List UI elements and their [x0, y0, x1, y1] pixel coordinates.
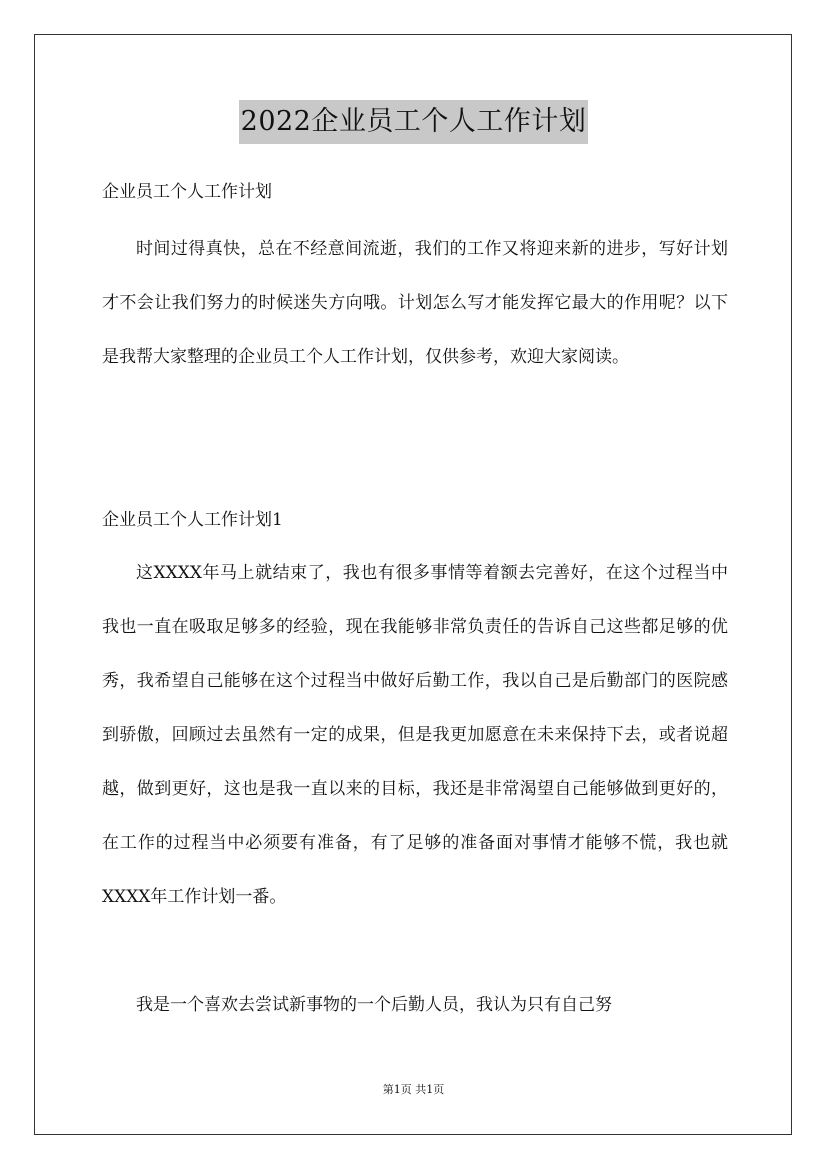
intro-paragraph: 时间过得真快，总在不经意间流逝，我们的工作又将迎来新的进步，写好计划才不会让我们努力的时候迷失方向哦。计划怎么写才能发挥它最大的作用呢？以下是我帮大家整理的企业员工个人工作计划，仅供参考，欢迎大家阅读。	[102, 239, 728, 367]
page-footer: 第1页 共1页	[382, 1083, 445, 1096]
section-heading-plan-1: 企业员工个人工作计划1	[102, 510, 283, 530]
document-title: 2022企业员工个人工作计划	[239, 100, 589, 144]
plan-1-paragraph-1: 这XXXX年马上就结束了，我也有很多事情等着额去完善好，在这个过程当中我也一直在吸取足够多的经验，现在我能够非常负责任的告诉自己这些都足够的优秀，我希望自己能够在这个过程当中做好后勤工作，我以自己是后勤部门的医院感到骄傲，回顾过去虽然有一定的成果，但是我更加愿意在未来保持下去，或者说超越，做到更好，这也是我一直以来的目标，我还是非常渴望自己能够做到更好的，在工作的过程当中必须要有准备，有了足够的准备面对事情才能够不慌，我也就XXXX年工作计划一番。	[102, 563, 728, 907]
section-heading-intro: 企业员工个人工作计划	[102, 182, 272, 202]
plan-1-paragraph-2: 我是一个喜欢去尝试新事物的一个后勤人员，我认为只有自己努	[136, 995, 612, 1015]
title-container	[0, 100, 827, 144]
